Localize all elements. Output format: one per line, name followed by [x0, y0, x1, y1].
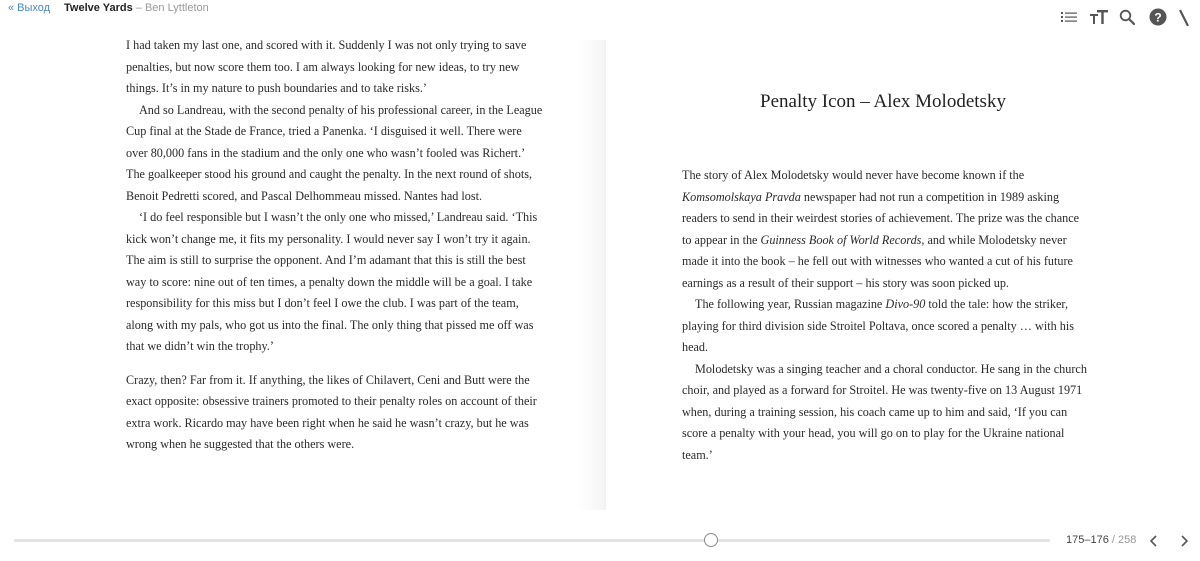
book-title: Twelve Yards [64, 2, 133, 14]
text-run: , and while Molodetsky never made it into the book – he fell out with witnesses who wanted a cut of his future earnings as a result of their support – his story was soon picked up. [682, 232, 1073, 290]
title-separator: – [135, 2, 142, 14]
text-size-icon[interactable] [1089, 7, 1109, 27]
paragraph: I had taken my last one, and scored with it. Suddenly I was not only trying to save penalties, but now score them too. I am always looking for new ideas, to try new things. It’s in my nature to push boundaries and to take risks.’ [126, 38, 527, 95]
page-separator: / [1108, 534, 1118, 546]
text-run-italic: Komsomolskaya Pravda [682, 189, 801, 204]
page-counter [1066, 534, 1136, 546]
help-icon[interactable] [1148, 7, 1168, 27]
total-pages: 258 [1118, 534, 1137, 546]
more-icon[interactable] [1176, 7, 1196, 27]
page-spine-shadow [576, 40, 606, 510]
chevron-right-icon[interactable] [1175, 532, 1193, 550]
exit-link[interactable]: « Выход [8, 2, 51, 14]
progress-track[interactable] [14, 539, 1050, 542]
paragraph [682, 294, 1087, 359]
paragraph: Crazy, then? Far from it. If anything, the likes of Chilavert, Ceni and Butt were the exact opposite: obsessive trainers promoted to their penalty roles on account of their extra work. Ricardo may have been right when he said he wasn’t crazy, but he was wrong when he suggested that the others were. [126, 372, 537, 451]
text-run: newspaper had not run a competition in 1989 asking readers to send in their weirdest stories of achievement. The prize was the chance to appear in the [682, 189, 1080, 247]
chapter-title: Penalty Icon – Alex Molodetsky [760, 91, 1006, 112]
paragraph: ‘I do feel responsible but I wasn’t the only one who missed,’ Landreau said. ‘This kick won’t change me, it fits my personality. I would never say I won’t try it again. The aim is still to surprise the opponent. And I’m adamant that this is still the best way to score: nine out of ten times, a penalty down the middle will be a goal. I take responsibility for this miss but I don’t feel I owe the club. I was part of the team, along with my pals, who got us into the final. The only thing that pissed me off was that we didn’t win the trophy.’ [126, 210, 538, 353]
bottom-bar [0, 528, 1200, 556]
page-range: 175–176 [1066, 534, 1109, 546]
svg-text:?: ? [1154, 10, 1162, 25]
list-icon[interactable] [1059, 7, 1079, 27]
progress-thumb[interactable] [704, 533, 718, 547]
text-run: The story of Alex Molodetsky would never have become known if the [682, 168, 1025, 182]
search-icon[interactable] [1117, 7, 1137, 27]
text-run-italic: Guinness Book of World Records [760, 232, 922, 247]
paragraph [682, 165, 1087, 294]
text-run-italic: Divo-90 [885, 297, 926, 311]
book-author: Ben Lyttleton [144, 2, 209, 14]
top-bar [0, 0, 1200, 25]
chevron-left-icon[interactable] [1145, 532, 1163, 550]
text-run: The following year, Russian magazine [695, 297, 886, 311]
text-run: told the tale: how the striker, playing for third division side Stroitel Poltava, once scored a penalty … with his head. [682, 297, 1074, 354]
paragraph: And so Landreau, with the second penalty of his professional career, in the League Cup final at the Stade de France, tried a Panenka. ‘I disguised it well. There were over 80,000 fans in the stadium and the only one who wasn’t fooled was Richert.’ The goalkeeper stood his ground and caught the penalty. In the next round of shots, Benoit Pedretti scored, and Pascal Delhommeau missed. Nantes had lost. [126, 102, 543, 203]
right-page [682, 92, 1087, 466]
paragraph: Molodetsky was a singing teacher and a choral conductor. He sang in the church choir, and played as a forward for Stroitel. He was twenty-five on 13 August 1971 when, during a training session, his coach came up to him and said, ‘If you can score a penalty with your head, you will go on to play for the Ukraine national team.’ [682, 361, 1087, 462]
left-page [126, 35, 546, 456]
book-title-bar [64, 2, 209, 14]
